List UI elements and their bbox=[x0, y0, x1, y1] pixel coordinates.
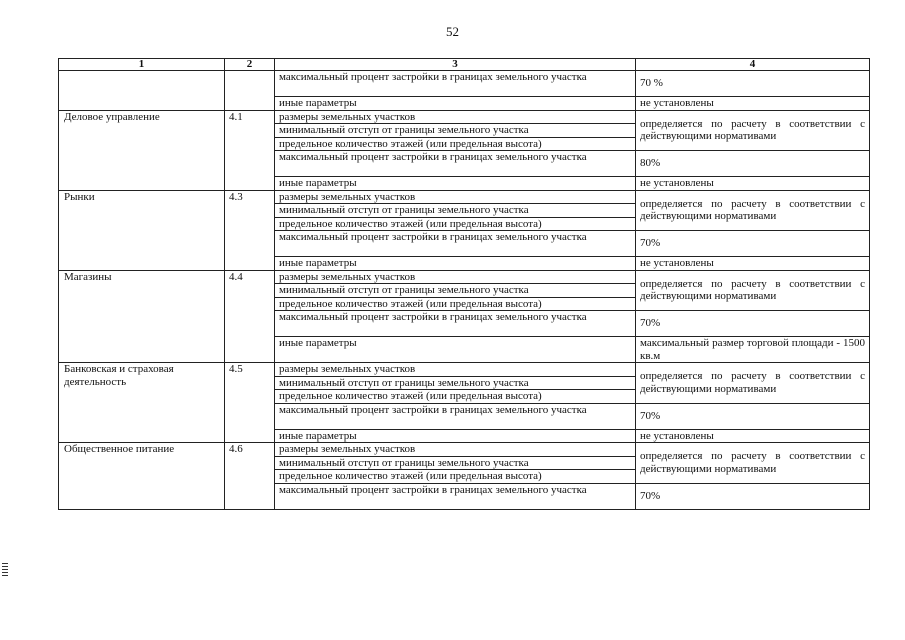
value-cell: не установлены bbox=[636, 429, 870, 443]
param-cell: минимальный отступ от границы земельного участка bbox=[275, 376, 636, 390]
header-row bbox=[59, 59, 870, 71]
use-name: Рынки bbox=[59, 190, 225, 270]
param-cell: максимальный процент застройки в границах земельного участка bbox=[275, 483, 636, 509]
value-cell: максимальный размер торговой площади - 1500 кв.м bbox=[636, 337, 870, 363]
column-header: 2 bbox=[225, 59, 275, 71]
value-cell: определяется по расчету в соответствии с действующими нормативами bbox=[636, 190, 870, 231]
scan-mark bbox=[2, 575, 8, 576]
use-name bbox=[59, 71, 225, 111]
use-code bbox=[225, 71, 275, 111]
use-code: 4.5 bbox=[225, 363, 275, 443]
param-cell: минимальный отступ от границы земельного участка bbox=[275, 284, 636, 298]
table-row bbox=[59, 443, 870, 457]
use-name: Деловое управление bbox=[59, 110, 225, 190]
column-header: 3 bbox=[275, 59, 636, 71]
param-cell: иные параметры bbox=[275, 177, 636, 191]
param-cell: минимальный отступ от границы земельного участка bbox=[275, 124, 636, 138]
param-cell: иные параметры bbox=[275, 429, 636, 443]
use-code: 4.6 bbox=[225, 443, 275, 510]
value-cell: не установлены bbox=[636, 257, 870, 271]
use-name: Магазины bbox=[59, 270, 225, 363]
table-row bbox=[59, 190, 870, 204]
param-cell: предельное количество этажей (или предельная высота) bbox=[275, 137, 636, 151]
value-cell: 70% bbox=[636, 403, 870, 429]
value-cell: не установлены bbox=[636, 97, 870, 111]
param-cell: размеры земельных участков bbox=[275, 443, 636, 457]
table-row bbox=[59, 71, 870, 97]
param-cell: максимальный процент застройки в границах земельного участка bbox=[275, 403, 636, 429]
value-cell: определяется по расчету в соответствии с действующими нормативами bbox=[636, 443, 870, 484]
table-row bbox=[59, 270, 870, 284]
column-header: 1 bbox=[59, 59, 225, 71]
value-cell: 70% bbox=[636, 483, 870, 509]
scan-mark bbox=[2, 569, 8, 570]
param-cell: иные параметры bbox=[275, 97, 636, 111]
param-cell: минимальный отступ от границы земельного участка bbox=[275, 204, 636, 218]
param-cell: предельное количество этажей (или предельная высота) bbox=[275, 390, 636, 404]
value-cell: 70 % bbox=[636, 71, 870, 97]
value-cell: не установлены bbox=[636, 177, 870, 191]
use-code: 4.1 bbox=[225, 110, 275, 190]
param-cell: размеры земельных участков bbox=[275, 363, 636, 377]
param-cell: размеры земельных участков bbox=[275, 110, 636, 124]
value-cell: 70% bbox=[636, 311, 870, 337]
scan-mark bbox=[2, 563, 8, 564]
param-cell: предельное количество этажей (или предельная высота) bbox=[275, 297, 636, 311]
zoning-table bbox=[58, 58, 870, 510]
value-cell: 80% bbox=[636, 151, 870, 177]
scan-mark bbox=[2, 572, 8, 573]
param-cell: максимальный процент застройки в границах земельного участка bbox=[275, 311, 636, 337]
param-cell: иные параметры bbox=[275, 257, 636, 271]
value-cell: 70% bbox=[636, 231, 870, 257]
param-cell: максимальный процент застройки в границах земельного участка bbox=[275, 151, 636, 177]
use-code: 4.4 bbox=[225, 270, 275, 363]
param-cell: предельное количество этажей (или предельная высота) bbox=[275, 470, 636, 484]
value-cell: определяется по расчету в соответствии с действующими нормативами bbox=[636, 110, 870, 151]
param-cell: максимальный процент застройки в границах земельного участка bbox=[275, 71, 636, 97]
param-cell: минимальный отступ от границы земельного участка bbox=[275, 456, 636, 470]
value-cell: определяется по расчету в соответствии с действующими нормативами bbox=[636, 363, 870, 404]
use-code: 4.3 bbox=[225, 190, 275, 270]
use-name: Банковская и страховая деятельность bbox=[59, 363, 225, 443]
page-number: 52 bbox=[446, 24, 459, 39]
value-cell: определяется по расчету в соответствии с действующими нормативами bbox=[636, 270, 870, 311]
table-row bbox=[59, 110, 870, 124]
column-header: 4 bbox=[636, 59, 870, 71]
use-name: Общественное питание bbox=[59, 443, 225, 510]
param-cell: размеры земельных участков bbox=[275, 270, 636, 284]
param-cell: максимальный процент застройки в границах земельного участка bbox=[275, 231, 636, 257]
param-cell: предельное количество этажей (или предельная высота) bbox=[275, 217, 636, 231]
param-cell: иные параметры bbox=[275, 337, 636, 363]
param-cell: размеры земельных участков bbox=[275, 190, 636, 204]
scan-mark bbox=[2, 566, 8, 567]
table-row bbox=[59, 363, 870, 377]
